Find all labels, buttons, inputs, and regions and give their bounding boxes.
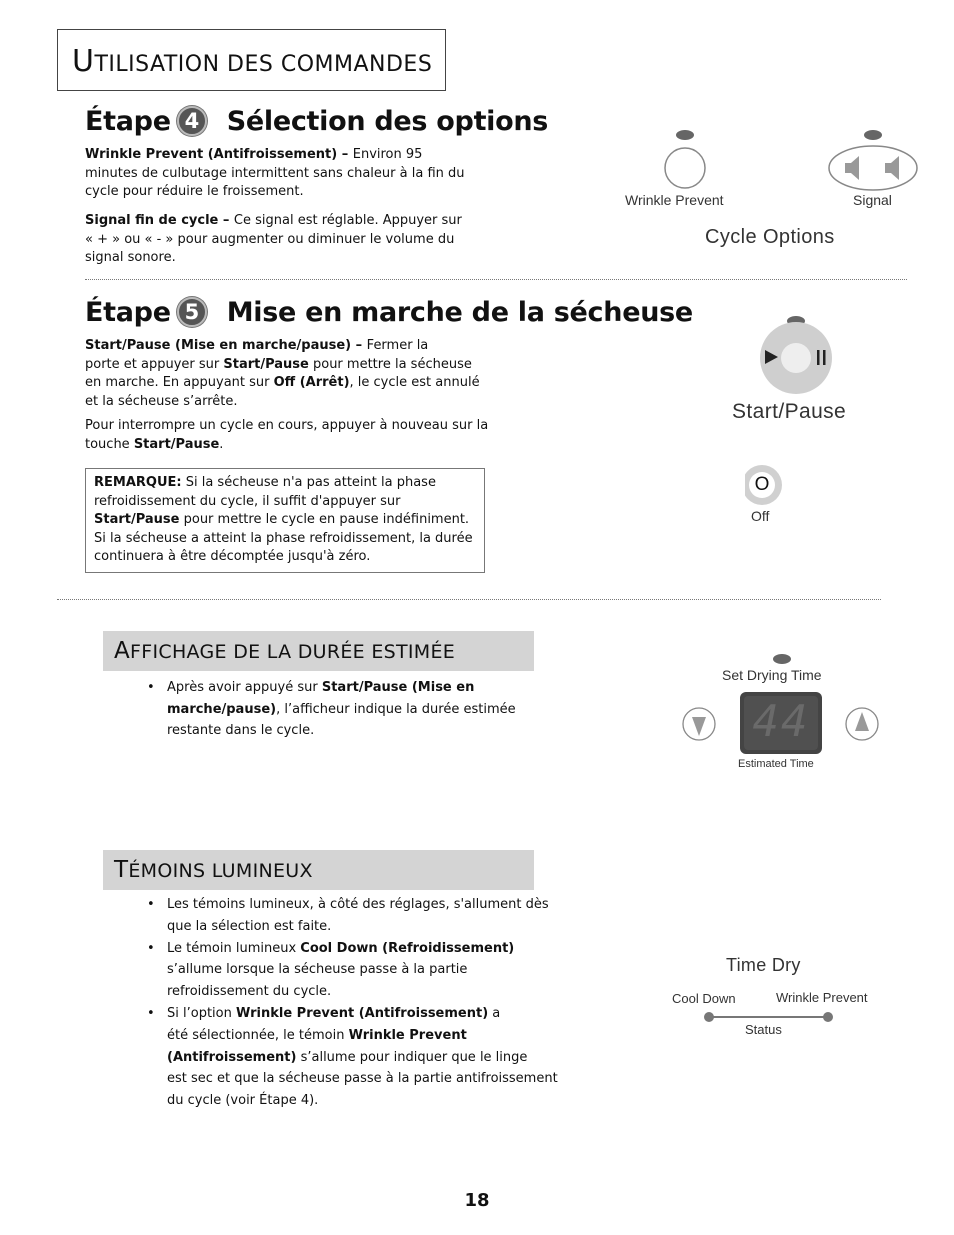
signal-button[interactable] [829,146,917,190]
off-button[interactable]: O [754,474,770,495]
remarque-note-box: REMARQUE: Si la sécheuse n'a pas atteint la phase refroidissement du cycle, il suffit d'appuyer sur Start/Pause pour mettre le cycle en pause indéfiniment. Si la sécheuse a atteint la phase refroidissement, la durée continuera à être décomptée jusqu'à zéro. [85,468,485,573]
time-dry-label: Time Dry [726,955,801,975]
page-number: 18 [464,1190,490,1211]
section-header-title: UTILISATION DES COMMANDES [72,44,433,79]
signal-indicator-light [864,130,882,140]
cool-down-indicator-light [704,1012,714,1022]
status-label: Status [745,1022,782,1037]
start-pause-button[interactable] [760,322,832,394]
list-item: • Le témoin lumineux Cool Down (Refroidissement) s’allume lorsque la sécheuse passe à la partie refroidissement du cycle. [147,940,515,1000]
estimated-time-label: Estimated Time [738,758,814,770]
set-drying-time-label: Set Drying Time [722,667,822,683]
step5-heading: Étape 5 Mise en marche de la sécheuse [85,297,693,328]
wrinkle-prevent-indicator-light [676,130,694,140]
time-down-button[interactable] [683,708,717,742]
temoins-section-title: TÉMOINS LUMINEUX [103,850,534,890]
step4-paragraph-1: Wrinkle Prevent (Antifroissement) – Environ 95 minutes de culbutage intermittent sans chaleur à la fin du cycle pour réduire le froissement. [85,147,465,199]
step5-paragraph-2: Pour interrompre un cycle en cours, appuyer à nouveau sur la touche Start/Pause. [85,418,489,452]
affichage-bullet-list: • Après avoir appuyé sur Start/Pause (Mise en marche/pause), l’afficheur indique la durée estimée restante dans le cycle. [167,677,547,742]
signal-label: Signal [853,192,892,208]
wrinkle-prevent-status-label: Wrinkle Prevent [776,990,868,1005]
list-item: • Les témoins lumineux, à côté des réglages, s'allument dès que la sélection est faite. [147,897,549,934]
step4-number: 4 [177,106,207,136]
divider [85,279,907,280]
step4-paragraph-2: Signal fin de cycle – Ce signal est réglable. Appuyer sur « + » ou « - » pour augmenter ou diminuer le volume du signal sonore. [85,213,462,265]
affichage-section-title: AFFICHAGE DE LA DURÉE ESTIMÉE [103,631,534,671]
wrinkle-prevent-status-light [823,1012,833,1022]
temoins-bullet-list [147,894,558,1112]
time-up-button[interactable] [846,708,880,742]
wrinkle-prevent-button[interactable] [665,140,707,182]
divider [57,599,881,600]
cycle-options-label: Cycle Options [705,226,835,248]
wrinkle-prevent-label: Wrinkle Prevent [625,192,724,208]
bullet: • [147,680,155,695]
step5-paragraph-1: Start/Pause (Mise en marche/pause) – Fermer la porte et appuyer sur Start/Pause pour mettre la sécheuse en marche. En appuyant sur Off (Arrêt), le cycle est annulé et la sécheuse s’arrête. [85,338,480,409]
list-item: • Si l’option Wrinkle Prevent (Antifroissement) a été sélectionnée, le témoin Wrinkle Prevent (Antifroissement) s’allume pour indiquer que le linge est sec et que la sécheuse passe à la partie antifroissement du cycle (voir Étape 4). [147,1005,558,1109]
step4-heading: Étape 4 Sélection des options [85,106,549,137]
cool-down-label: Cool Down [672,991,736,1006]
step5-number: 5 [177,297,207,327]
start-pause-label: Start/Pause [732,400,847,423]
off-label: Off [751,508,770,524]
estimated-time-value: 44 [752,696,810,747]
set-drying-time-indicator-light [773,654,791,664]
